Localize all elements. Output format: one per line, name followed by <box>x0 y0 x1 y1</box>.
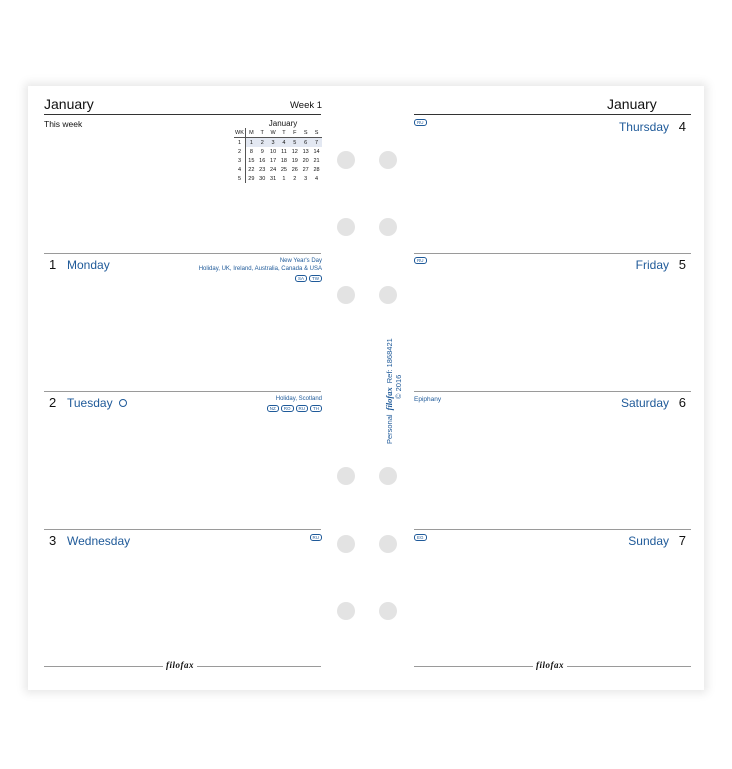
cal-week-number: 1 <box>234 138 245 148</box>
day-number: 7 <box>678 533 686 548</box>
day-rule <box>44 529 321 530</box>
diary-sheet <box>28 86 704 690</box>
cal-day: 26 <box>291 166 298 173</box>
cal-day: 3 <box>304 175 308 182</box>
day-number: 1 <box>49 257 57 272</box>
cal-day: 16 <box>259 157 266 164</box>
this-week-label: This week <box>44 119 83 129</box>
cal-day: 12 <box>291 148 298 155</box>
cal-day: 22 <box>248 166 255 173</box>
day-number: 2 <box>49 395 57 410</box>
country-badge: SA <box>295 275 307 282</box>
spine-imprint <box>384 338 394 444</box>
ring-hole <box>379 218 397 236</box>
mini-calendar <box>234 119 322 183</box>
right-top-rule <box>414 114 691 115</box>
cal-day: 4 <box>315 175 319 182</box>
ring-hole <box>337 286 355 304</box>
day-name-tuesday <box>67 396 127 410</box>
filofax-logo: filofax <box>163 660 197 670</box>
day-number: 3 <box>49 533 57 548</box>
right-month-title: January <box>607 96 657 112</box>
country-badges <box>310 534 323 541</box>
cal-day: 4 <box>279 138 290 148</box>
cal-day: 10 <box>270 148 277 155</box>
holiday-detail: Holiday, UK, Ireland, Australia, Canada & USA <box>198 265 322 272</box>
country-badges <box>414 119 427 126</box>
cal-day: 31 <box>270 175 277 182</box>
mini-calendar-grid <box>234 128 322 183</box>
ring-hole <box>379 151 397 169</box>
spine-copyright-line <box>394 375 403 399</box>
cal-day: 8 <box>249 148 253 155</box>
cal-day: 5 <box>289 138 300 148</box>
ring-hole <box>379 467 397 485</box>
cal-day: 2 <box>257 138 268 148</box>
full-moon-icon <box>119 399 127 407</box>
left-month-title: January <box>44 96 94 112</box>
day-number: 6 <box>678 395 686 410</box>
ring-hole <box>379 602 397 620</box>
filofax-logo: filofax <box>533 660 567 670</box>
spine-ref: Ref: 1868421 <box>385 338 394 384</box>
country-badge: NZ <box>267 405 279 412</box>
country-badge: TH <box>310 405 322 412</box>
day-number: 5 <box>678 257 686 272</box>
country-badges <box>414 257 427 264</box>
cal-day: 3 <box>268 138 279 148</box>
cal-day: 19 <box>291 157 298 164</box>
country-badge: RU <box>310 534 323 541</box>
cal-day: 21 <box>313 157 320 164</box>
cal-day: 2 <box>293 175 297 182</box>
day-name-label: Tuesday <box>67 396 113 410</box>
ring-hole <box>337 602 355 620</box>
cal-week-number: 4 <box>234 165 245 174</box>
country-badge: EG <box>414 534 427 541</box>
left-top-rule <box>44 114 321 115</box>
day-name-wednesday: Wednesday <box>67 534 131 548</box>
cal-header: S <box>311 128 322 138</box>
cal-day: 24 <box>270 166 277 173</box>
day-rule <box>44 253 321 254</box>
ring-hole <box>337 151 355 169</box>
cal-day: 25 <box>280 166 287 173</box>
cal-day: 28 <box>313 166 320 173</box>
cal-day: 14 <box>313 148 320 155</box>
ring-hole <box>379 535 397 553</box>
cal-header: T <box>279 128 290 138</box>
cal-header: M <box>245 128 256 138</box>
cal-day: 20 <box>302 157 309 164</box>
cal-week-number: 2 <box>234 147 245 156</box>
cal-day: 1 <box>245 138 256 148</box>
cal-header: W <box>268 128 279 138</box>
country-badge: RU <box>414 257 427 264</box>
cal-day: 23 <box>259 166 266 173</box>
cal-header: S <box>300 128 311 138</box>
cal-day: 27 <box>302 166 309 173</box>
country-badge: RU <box>414 119 427 126</box>
day-name-friday: Friday <box>635 258 669 272</box>
cal-week-number: 5 <box>234 174 245 183</box>
week-label: Week 1 <box>290 100 323 111</box>
day-name-monday: Monday <box>67 258 110 272</box>
cal-day: 1 <box>282 175 286 182</box>
ring-hole <box>337 467 355 485</box>
day-name-sunday: Sunday <box>628 534 669 548</box>
cal-day: 15 <box>248 157 255 164</box>
cal-day: 7 <box>311 138 322 148</box>
cal-day: 9 <box>260 148 264 155</box>
spine-brand-logo: filofax <box>384 387 394 411</box>
cal-day: 6 <box>300 138 311 148</box>
cal-week-number: 3 <box>234 156 245 165</box>
cal-header: WK <box>235 129 244 136</box>
cal-day: 11 <box>281 148 287 155</box>
mini-calendar-title: January <box>268 119 298 128</box>
country-badges <box>414 534 427 541</box>
cal-day: 13 <box>302 148 309 155</box>
spine-size: Personal <box>385 414 394 444</box>
day-name-saturday: Saturday <box>620 396 669 410</box>
day-rule <box>414 529 691 530</box>
day-number: 4 <box>678 119 686 134</box>
observance-note: Epiphany <box>414 396 442 403</box>
day-rule <box>414 391 691 392</box>
ring-hole <box>379 286 397 304</box>
ring-hole <box>337 218 355 236</box>
day-name-thursday: Thursday <box>618 120 669 134</box>
cal-day: 18 <box>280 157 287 164</box>
country-badge: RU <box>296 405 309 412</box>
ring-hole <box>337 535 355 553</box>
holiday-note <box>199 258 322 273</box>
country-badge: RO <box>281 405 294 412</box>
holiday-note: Holiday, Scotland <box>275 396 322 402</box>
country-badges <box>267 405 322 412</box>
country-badge: TW <box>309 275 322 282</box>
day-rule <box>414 253 691 254</box>
cal-day: 29 <box>248 175 255 182</box>
cal-day: 17 <box>270 157 277 164</box>
cal-header: T <box>257 128 268 138</box>
day-rule <box>44 391 321 392</box>
cal-day: 30 <box>259 175 266 182</box>
spine-copyright: © 2016 <box>394 374 403 399</box>
holiday-title: New Year's Day <box>279 258 322 264</box>
country-badges <box>295 275 322 282</box>
cal-header: F <box>289 128 300 138</box>
